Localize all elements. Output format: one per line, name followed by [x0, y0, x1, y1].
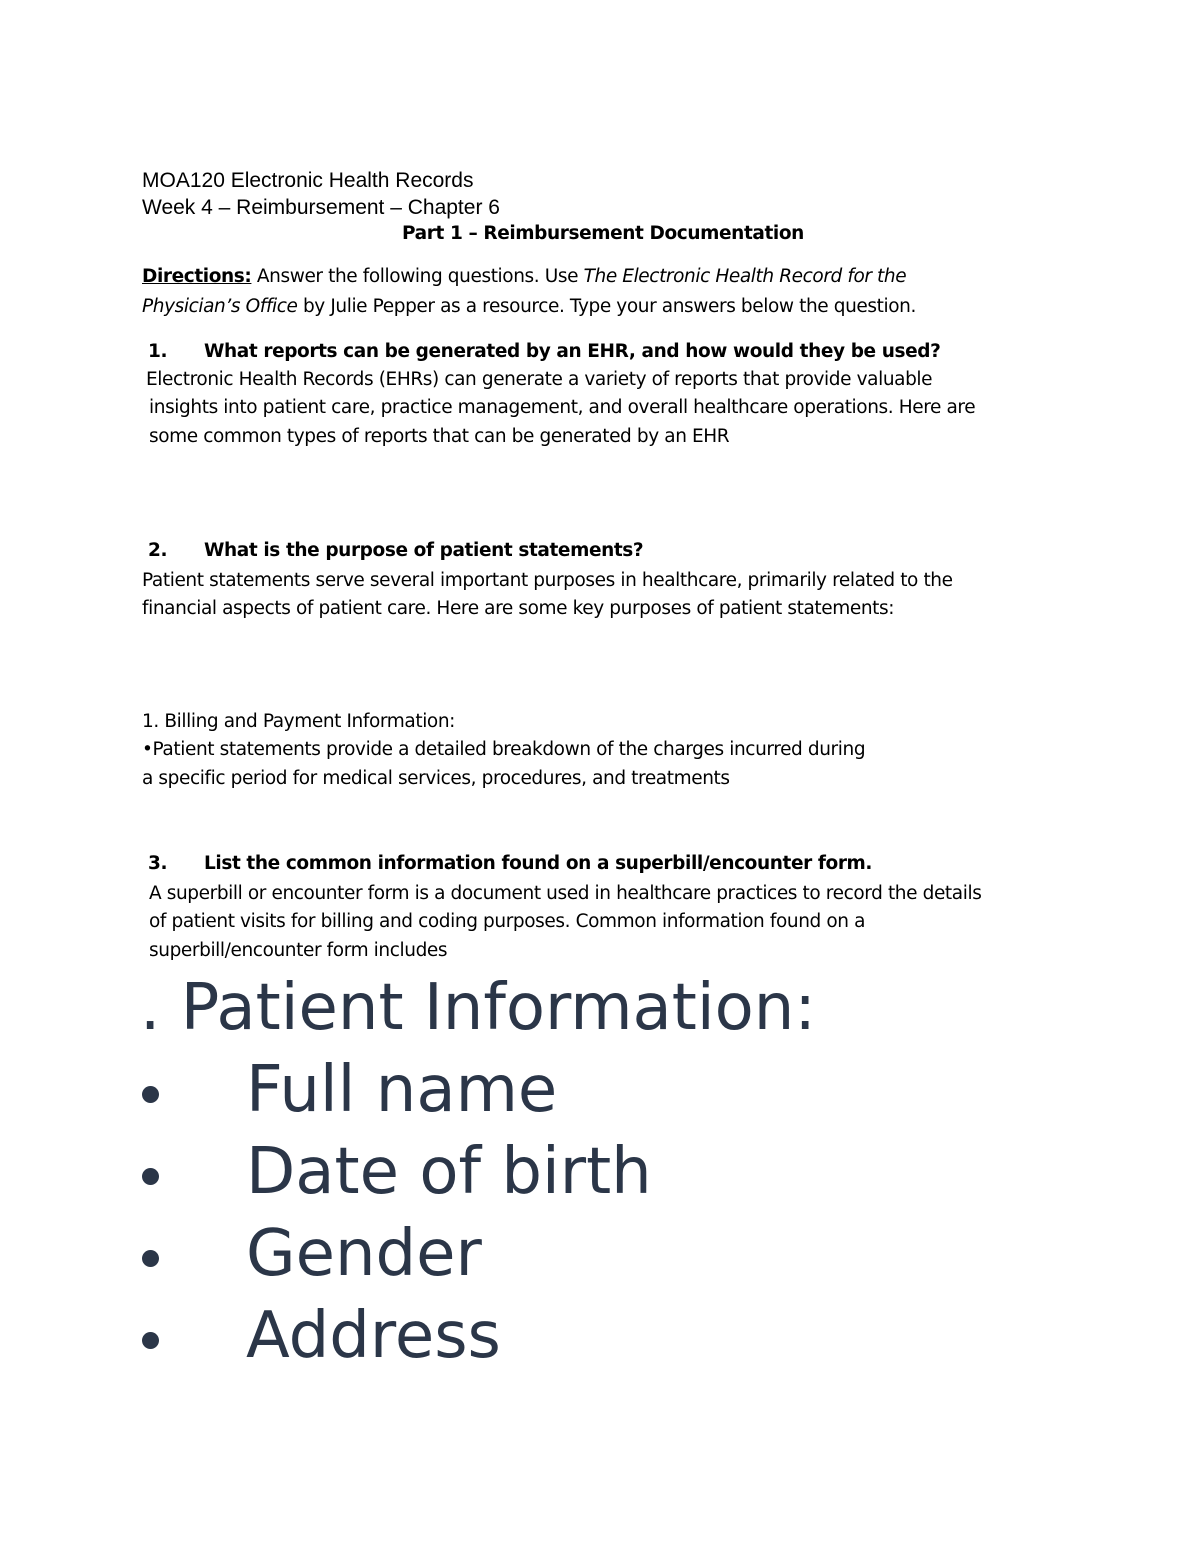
question-3-text: List the common information found on a superbill/encounter form. — [204, 853, 873, 874]
answer-3-line: superbill/encounter form includes — [149, 940, 448, 961]
big-list-item: Full name — [246, 1053, 558, 1127]
question-3 — [148, 853, 872, 874]
answer-2-line: Patient statements serve several important purposes in healthcare, primarily related to the — [142, 570, 953, 591]
bullet-icon — [142, 1332, 159, 1349]
answer-2-line: financial aspects of patient care. Here are some key purposes of patient statements: — [142, 598, 895, 619]
answer-3-line: of patient visits for billing and coding purposes. Common information found on a — [149, 911, 866, 932]
question-1 — [148, 341, 940, 362]
question-1-number: 1. — [148, 341, 168, 362]
question-3-number: 3. — [148, 853, 168, 874]
question-2 — [148, 540, 643, 561]
part-title: Part 1 – Reimbursement Documentation — [402, 223, 804, 244]
billing-line: •Patient statements provide a detailed breakdown of the charges incurred during — [142, 739, 866, 760]
answer-1-line: some common types of reports that can be generated by an EHR — [149, 426, 730, 447]
bullet-icon — [142, 1250, 159, 1267]
directions-label: Directions: — [142, 266, 252, 287]
question-2-number: 2. — [148, 540, 168, 561]
big-list-item: Address — [246, 1299, 501, 1373]
answer-3-line: A superbill or encounter form is a document used in healthcare practices to record the details — [149, 883, 982, 904]
book-title-part-1: The Electronic Health Record for the — [583, 266, 907, 287]
directions-line-1 — [142, 266, 906, 287]
answer-1-line: insights into patient care, practice management, and overall healthcare operations. Here are — [149, 397, 976, 418]
big-list-item: Date of birth — [246, 1135, 652, 1209]
course-title: MOA120 Electronic Health Records — [142, 169, 474, 192]
directions-text-2: by Julie Pepper as a resource. Type your answers below the question. — [297, 296, 916, 317]
billing-subheading: 1. Billing and Payment Information: — [142, 711, 456, 732]
answer-1-line: Electronic Health Records (EHRs) can generate a variety of reports that provide valuable — [146, 369, 933, 390]
question-1-text: What reports can be generated by an EHR, and how would they be used? — [204, 341, 941, 362]
big-list-item: Gender — [246, 1217, 482, 1291]
bullet-icon — [142, 1168, 159, 1185]
week-line: Week 4 – Reimbursement – Chapter 6 — [142, 196, 500, 219]
billing-line: a specific period for medical services, procedures, and treatments — [142, 768, 730, 789]
directions-line-2 — [142, 296, 916, 317]
bullet-icon — [142, 1086, 159, 1103]
question-2-text: What is the purpose of patient statements? — [204, 540, 644, 561]
patient-information-heading: . Patient Information: — [140, 971, 816, 1045]
directions-text-1: Answer the following questions. Use — [251, 266, 584, 287]
book-title-part-2: Physician’s Office — [142, 296, 298, 317]
